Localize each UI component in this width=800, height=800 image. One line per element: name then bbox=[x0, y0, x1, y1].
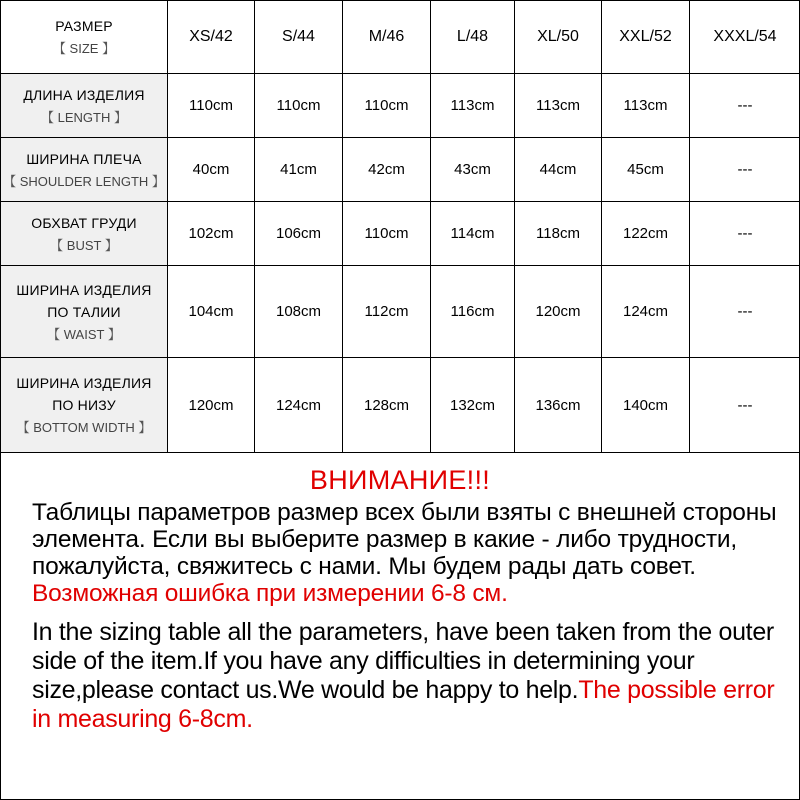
row-label: ШИРИНА ИЗДЕЛИЯ ПО ТАЛИИ 【 WAIST 】 bbox=[1, 266, 168, 358]
table-cell: 116cm bbox=[431, 266, 515, 358]
table-cell: 114cm bbox=[431, 202, 515, 266]
table-cell: 118cm bbox=[515, 202, 602, 266]
table-row bbox=[1, 74, 800, 138]
table-cell: 42cm bbox=[343, 138, 431, 202]
size-header-row bbox=[1, 1, 800, 74]
row-label: ДЛИНА ИЗДЕЛИЯ 【 LENGTH 】 bbox=[1, 74, 168, 138]
size-label-en: SIZE bbox=[69, 41, 99, 56]
table-cell: 124cm bbox=[255, 358, 343, 453]
table-cell: 120cm bbox=[168, 358, 255, 453]
size-header-cell: S/44 bbox=[255, 1, 343, 74]
table-cell: --- bbox=[690, 138, 800, 202]
table-cell: --- bbox=[690, 266, 800, 358]
table-cell: 108cm bbox=[255, 266, 343, 358]
table-row bbox=[1, 138, 800, 202]
notice-title: ВНИМАНИЕ!!! bbox=[309, 465, 491, 495]
table-cell: 132cm bbox=[431, 358, 515, 453]
table-cell: 41cm bbox=[255, 138, 343, 202]
table-cell: 45cm bbox=[602, 138, 690, 202]
table-cell: 104cm bbox=[168, 266, 255, 358]
table-cell: --- bbox=[690, 74, 800, 138]
table-cell: 43cm bbox=[431, 138, 515, 202]
size-header-cell: XS/42 bbox=[168, 1, 255, 74]
size-header-cell: M/46 bbox=[343, 1, 431, 74]
row-label: ОБХВАТ ГРУДИ 【 BUST 】 bbox=[1, 202, 168, 266]
notice-warning-en: The possible error in measuring 6-8cm. bbox=[32, 676, 775, 733]
notice-text-ru: Таблицы параметров размер всех были взяты с внешней стороны элемента. Если вы выберите размер в какие - либо трудности, пожалуйста, свяжитесь с нами. Мы будем рады дать совет. bbox=[32, 499, 777, 580]
row-label: ШИРИНА ПЛЕЧА 【 SHOULDER LENGTH 】 bbox=[1, 138, 168, 202]
size-header-cell: L/48 bbox=[431, 1, 515, 74]
table-cell: 122cm bbox=[602, 202, 690, 266]
table-cell: 110cm bbox=[343, 202, 431, 266]
table-row bbox=[1, 266, 800, 358]
size-header-cell: XXXL/54 bbox=[690, 1, 800, 74]
table-cell: 140cm bbox=[602, 358, 690, 453]
notice-paragraph-ru bbox=[32, 499, 792, 607]
table-cell: --- bbox=[690, 202, 800, 266]
table-row bbox=[1, 358, 800, 453]
row-label: ШИРИНА ИЗДЕЛИЯ ПО НИЗУ 【 BOTTOM WIDTH 】 bbox=[1, 358, 168, 453]
notice-paragraph-en bbox=[32, 618, 792, 734]
notice-section bbox=[0, 452, 800, 734]
table-cell: 40cm bbox=[168, 138, 255, 202]
table-cell: 110cm bbox=[168, 74, 255, 138]
table-cell: 44cm bbox=[515, 138, 602, 202]
table-cell: 113cm bbox=[431, 74, 515, 138]
table-cell: 106cm bbox=[255, 202, 343, 266]
table-cell: 110cm bbox=[343, 74, 431, 138]
size-label-ru: РАЗМЕР bbox=[55, 18, 113, 34]
table-cell: 113cm bbox=[602, 74, 690, 138]
size-header-label: РАЗМЕР 【 SIZE 】 bbox=[1, 1, 168, 74]
size-header-cell: XXL/52 bbox=[602, 1, 690, 74]
table-cell: 112cm bbox=[343, 266, 431, 358]
table-cell: 124cm bbox=[602, 266, 690, 358]
table-row bbox=[1, 202, 800, 266]
notice-text-en: In the sizing table all the parameters, have been taken from the outer side of the item.If you have any difficulties in determining your size,please contact us.We would be happy to help. bbox=[32, 618, 774, 704]
table-cell: 110cm bbox=[255, 74, 343, 138]
table-cell: 113cm bbox=[515, 74, 602, 138]
table-cell: 102cm bbox=[168, 202, 255, 266]
table-cell: 128cm bbox=[343, 358, 431, 453]
table-cell: 136cm bbox=[515, 358, 602, 453]
notice-warning-ru: Возможная ошибка при измерении 6-8 см. bbox=[32, 580, 508, 607]
size-header-cell: XL/50 bbox=[515, 1, 602, 74]
table-cell: 120cm bbox=[515, 266, 602, 358]
table-cell: --- bbox=[690, 358, 800, 453]
